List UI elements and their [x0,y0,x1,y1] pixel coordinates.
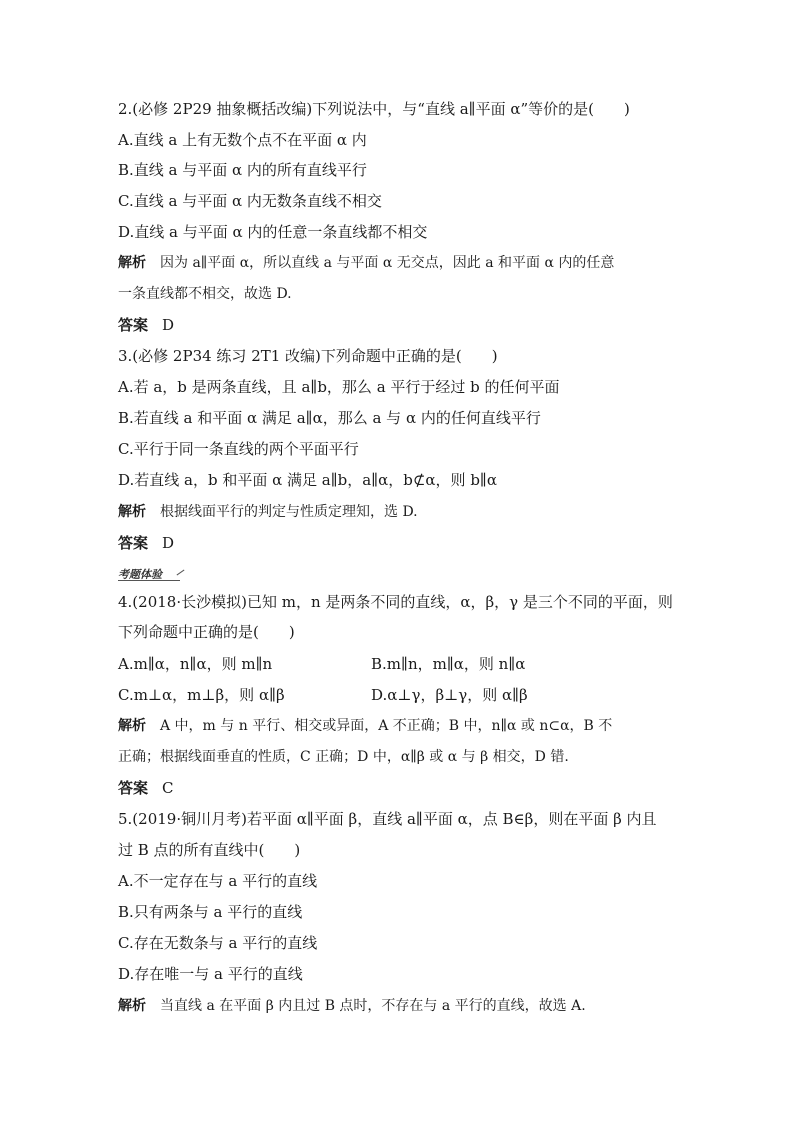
q2-option-a: A.直线 a 上有无数个点不在平面 α 内 [118,131,367,149]
q2-option-b: B.直线 a 与平面 α 内的所有直线平行 [118,161,367,179]
q4-analysis-cont: 正确；根据线面垂直的性质，C 正确；D 中，α∥β 或 α 与 β 相交，D 错. [118,749,569,765]
q4-analysis-text: A 中，m 与 n 平行、相交或异面，A 不正确；B 中，n∥α 或 n⊂α，B 不 [160,718,613,734]
analysis-label: 解析 [118,998,146,1014]
q4-options-row2 [118,685,678,705]
q3-analysis-text: 根据线面平行的判定与性质定理知，选 D. [160,504,418,520]
q5-stem: 5.(2019·铜川月考)若平面 α∥平面 β，直线 a∥平面 α，点 B∈β，则在平面 β 内且 [118,810,657,828]
q4-answer [118,778,678,798]
q3-option-b: B.若直线 a 和平面 α 满足 a∥α，那么 a 与 α 内的任何直线平行 [118,409,541,427]
q4-option-d: D.α⊥γ，β⊥γ，则 α∥β [371,686,528,704]
q2-option-c: C.直线 a 与平面 α 内无数条直线不相交 [118,192,382,210]
q2-analysis [118,253,678,273]
q3-stem: 3.(必修 2P34 练习 2T1 改编)下列命题中正确的是( ) [118,347,498,365]
q4-options-row1 [118,654,678,674]
q2-option-d: D.直线 a 与平面 α 内的任意一条直线都不相交 [118,223,428,241]
q2-stem: 2.(必修 2P29 抽象概括改编)下列说法中，与“直线 a∥平面 α”等价的是( ) [118,100,630,118]
q5-option-c: C.存在无数条与 a 平行的直线 [118,934,318,952]
q4-stem-cont: 下列命题中正确的是( ) [118,623,295,641]
q3-option-d: D.若直线 a，b 和平面 α 满足 a∥b，a∥α，b⊄α，则 b∥α [118,471,497,489]
q4-analysis [118,716,678,736]
q2-answer [118,315,678,335]
q3-option-c: C.平行于同一条直线的两个平面平行 [118,440,359,458]
q2-analysis-text: 因为 a∥平面 α，所以直线 a 与平面 α 无交点，因此 a 和平面 α 内的任意 [160,255,615,271]
q3-option-a: A.若 a，b 是两条直线，且 a∥b，那么 a 平行于经过 b 的任何平面 [118,378,560,396]
answer-label: 答案 [118,316,149,334]
q4-option-c: C.m⊥α，m⊥β，则 α∥β [118,686,285,704]
q2-answer-value: D [162,316,175,334]
q3-answer-value: D [162,534,175,552]
q5-option-d: D.存在唯一与 a 平行的直线 [118,965,303,983]
q5-analysis [118,996,678,1016]
q4-option-b: B.m∥n，m∥α，则 n∥α [371,655,526,673]
q5-stem-cont: 过 B 点的所有直线中( ) [118,841,301,859]
q5-option-b: B.只有两条与 a 平行的直线 [118,903,303,921]
q4-stem: 4.(2018·长沙模拟)已知 m，n 是两条不同的直线，α，β，γ 是三个不同的平面，则 [118,593,673,611]
answer-label: 答案 [118,779,149,797]
analysis-label: 解析 [118,255,146,271]
q3-answer [118,533,678,553]
analysis-label: 解析 [118,718,146,734]
q3-analysis [118,502,678,522]
section-tag-slash [177,570,185,576]
answer-label: 答案 [118,534,149,552]
q2-analysis-cont: 一条直线都不相交，故选 D. [118,286,292,302]
q5-analysis-text: 当直线 a 在平面 β 内且过 B 点时，不存在与 a 平行的直线，故选 A. [160,998,586,1014]
q5-option-a: A.不一定存在与 a 平行的直线 [118,872,318,890]
analysis-label: 解析 [118,504,146,520]
q4-option-a: A.m∥α，n∥α，则 m∥n [118,655,273,673]
section-tag-underline [118,580,180,581]
q4-answer-value: C [162,779,174,797]
section-tag: 考题体验 [118,568,162,581]
